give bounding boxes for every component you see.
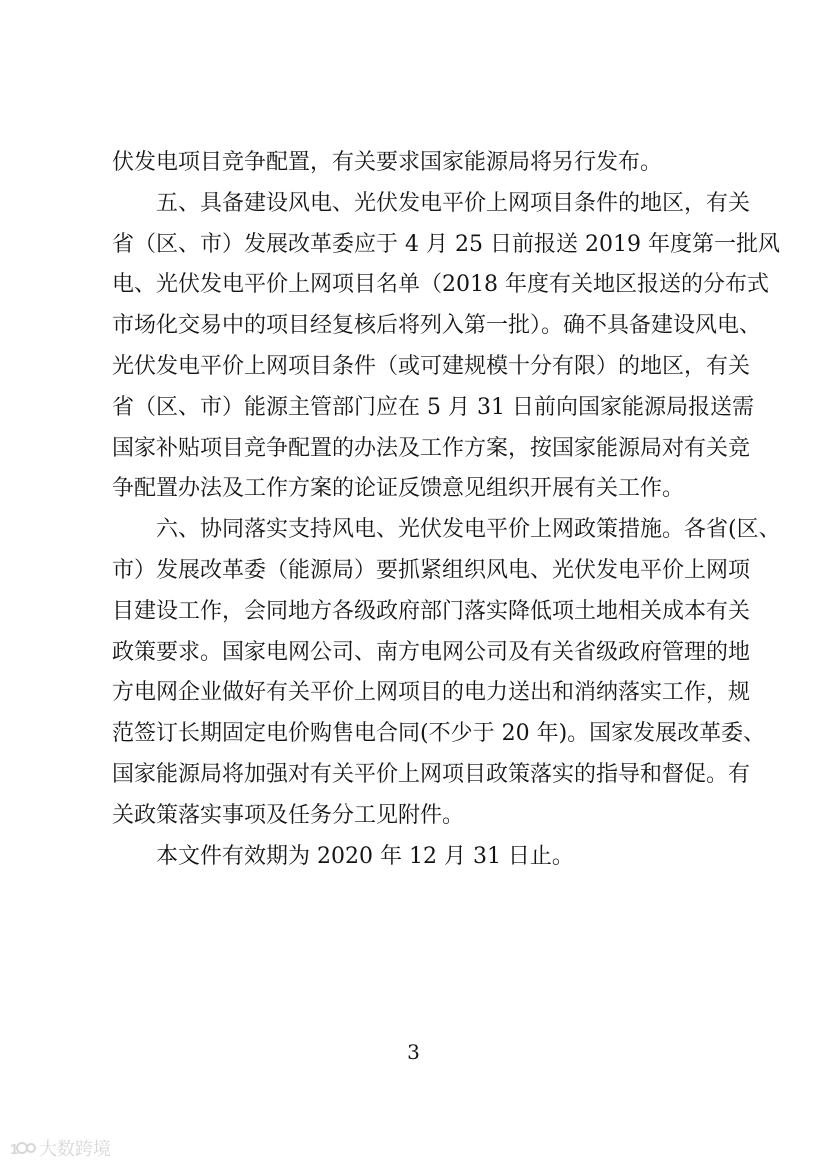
text-line-14: 方电网企业做好有关平价上网项目的电力送出和消纳落实工作，规 <box>112 680 751 706</box>
svg-text:1: 1 <box>10 1141 19 1158</box>
document-body <box>112 143 781 877</box>
text-line-13: 政策要求。国家电网公司、南方电网公司及有关省级政府管理的地 <box>112 639 751 665</box>
text-line-2: 五、具备建设风电、光伏发电平价上网项目条件的地区，有关 <box>156 190 751 216</box>
watermark-text: 大数跨境 <box>39 1139 111 1160</box>
text-line-6: 光伏发电平价上网项目条件（或可建规模十分有限）的地区，有关 <box>112 353 751 379</box>
text-line-9: 争配置办法及工作方案的论证反馈意见组织开展有关工作。 <box>112 476 685 502</box>
news-logo-icon <box>10 1137 36 1159</box>
text-line-8: 国家补贴项目竞争配置的办法及工作方案，按国家能源局对有关竞 <box>112 435 751 461</box>
text-line-11: 市）发展改革委（能源局）要抓紧组织风电、光伏发电平价上网项 <box>112 557 751 583</box>
text-line-18: 本文件有效期为 2020 年 12 月 31 日止。 <box>156 843 574 869</box>
text-line-15: 范签订长期固定电价购售电合同(不少于 20 年)。国家发展改革委、 <box>112 721 766 747</box>
text-line-10: 六、协同落实支持风电、光伏发电平价上网政策措施。各省(区、 <box>156 517 781 543</box>
text-line-5: 市场化交易中的项目经复核后将列入第一批）。确不具备建设风电、 <box>112 313 762 339</box>
text-line-1: 伏发电项目竞争配置，有关要求国家能源局将另行发布。 <box>112 150 663 175</box>
text-line-3: 省（区、市）发展改革委应于 4 月 25 日前报送 2019 年度第一批风 <box>112 231 780 257</box>
page-number: 3 <box>407 1040 420 1064</box>
text-line-4: 电、光伏发电平价上网项目名单（2018 年度有关地区报送的分布式 <box>112 272 769 298</box>
text-line-16: 国家能源局将加强对有关平价上网项目政策落实的指导和督促。有 <box>112 761 751 787</box>
text-line-12: 目建设工作，会同地方各级政府部门落实降低项土地相关成本有关 <box>112 598 751 624</box>
watermark <box>10 1134 111 1162</box>
text-line-17: 关政策落实事项及任务分工见附件。 <box>112 802 465 828</box>
text-line-7: 省（区、市）能源主管部门应在 5 月 31 日前向国家能源局报送需 <box>112 394 754 420</box>
